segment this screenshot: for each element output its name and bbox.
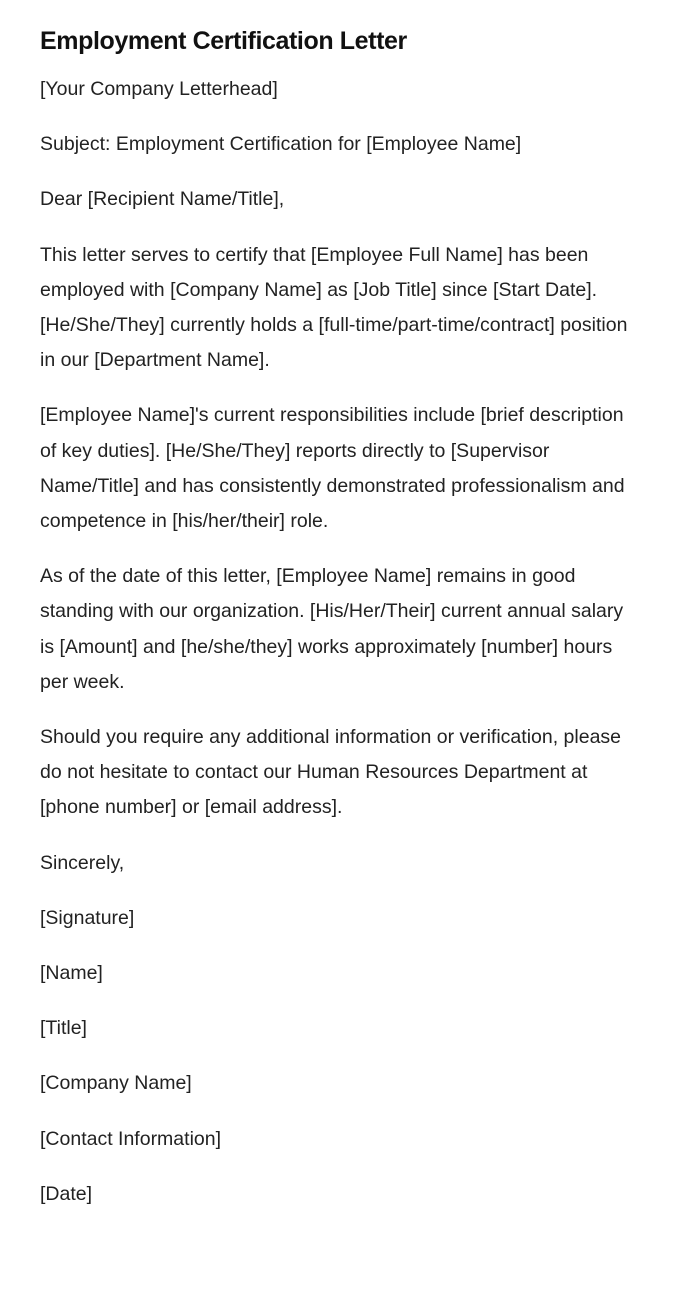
closing: Sincerely, <box>40 851 125 874</box>
signer-name: [Name] <box>40 962 103 985</box>
salutation: Dear [Recipient Name/Title], <box>40 188 285 211</box>
document-title: Employment Certification Letter <box>40 27 407 55</box>
subject-line: Subject: Employment Certification for [Employee Name] <box>40 133 522 156</box>
body-paragraph-responsibilities: [Employee Name]'s current responsibilities include [brief description of key duties]. [He/She/They] reports directly to [Supervisor Name/Title] and has consistently demonstrated professionalism and competence in [his/her/their] role. <box>40 404 625 533</box>
body-paragraph-certification: This letter serves to certify that [Employee Full Name] has been employed with [Company Name] as [Job Title] since [Start Date]. [He/She/They] currently holds a [full-time/part-time/contract] position in our [Department Name]. <box>40 243 628 372</box>
signer-contact-information: [Contact Information] <box>40 1127 222 1150</box>
signer-company: [Company Name] <box>40 1072 192 1095</box>
body-paragraph-contact: Should you require any additional information or verification, please do not hesitate to contact our Human Resources Department at [phone number] or [email address]. <box>40 726 622 819</box>
letter-date: [Date] <box>40 1182 93 1205</box>
body-paragraph-standing: As of the date of this letter, [Employee Name] remains in good standing with our organization. [His/Her/Their] current annual salary is [Amount] and [he/she/they] works approximately [number] hours per week. <box>40 565 624 693</box>
letterhead: [Your Company Letterhead] <box>40 78 278 100</box>
signature-placeholder: [Signature] <box>40 906 135 929</box>
letter-document <box>40 22 640 1232</box>
signer-title: [Title] <box>40 1017 87 1040</box>
